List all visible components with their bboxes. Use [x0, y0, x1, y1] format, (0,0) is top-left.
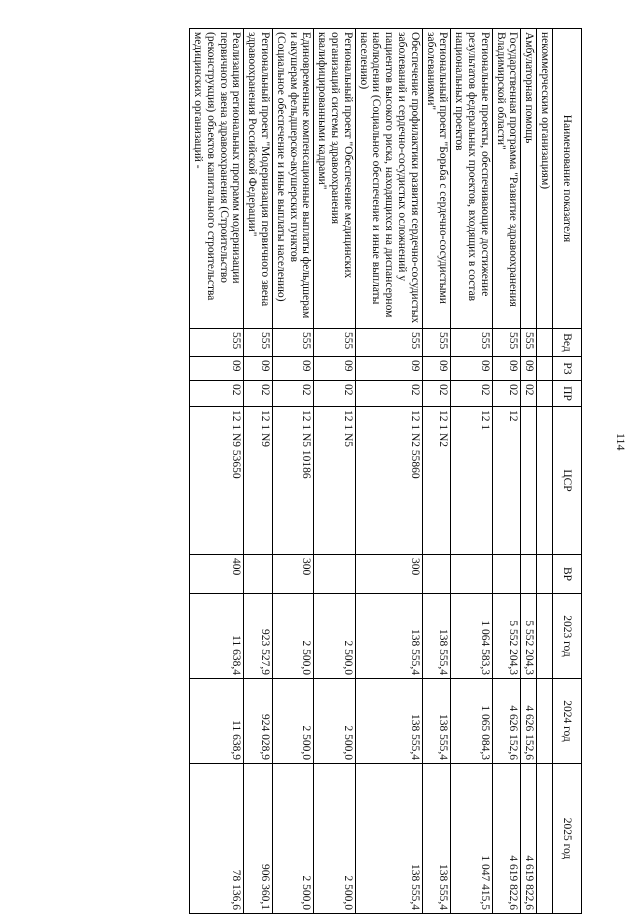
cell-rz: 09	[521, 357, 537, 381]
cell-name: Амбулаторная помощь	[521, 29, 537, 329]
cell-2024: 2 500,0	[314, 679, 355, 764]
cell-vr: 300	[273, 555, 314, 594]
table-header-row	[553, 29, 582, 914]
cell-2025: 4 619 822,6	[521, 764, 537, 914]
cell-2023: 5 552 204,3	[521, 594, 537, 679]
cell-rz: 09	[273, 357, 314, 381]
cell-csr: 12 1 N2 55860	[355, 407, 422, 555]
cell-2025: 138 555,4	[422, 764, 451, 914]
cell-2023	[537, 594, 553, 679]
cell-rz: 09	[492, 357, 521, 381]
cell-vr	[521, 555, 537, 594]
cell-ved: 555	[273, 329, 314, 357]
cell-vr	[537, 555, 553, 594]
cell-ved: 555	[190, 329, 244, 357]
rotated-table-container	[42, 28, 582, 913]
cell-2023: 923 527,9	[244, 594, 273, 679]
cell-ved: 555	[451, 329, 492, 357]
cell-ved	[537, 329, 553, 357]
cell-2025	[537, 764, 553, 914]
cell-csr: 12	[492, 407, 521, 555]
cell-2025: 1 047 415,5	[451, 764, 492, 914]
cell-csr	[521, 407, 537, 555]
cell-2024: 4 626 152,6	[492, 679, 521, 764]
cell-ved: 555	[422, 329, 451, 357]
cell-name: Единовременные компенсационные выплаты фельдшерам и акушерам фельдшерско-акушерских пунктов (Социальное обеспечение и иные выплаты населению)	[273, 29, 314, 329]
cell-2023: 11 638,4	[190, 594, 244, 679]
header-ved: Вед	[553, 329, 582, 357]
cell-2023: 2 500,0	[314, 594, 355, 679]
cell-2024	[537, 679, 553, 764]
cell-2024: 138 555,4	[422, 679, 451, 764]
cell-2024: 1 065 084,3	[451, 679, 492, 764]
cell-vr	[314, 555, 355, 594]
cell-2023: 138 555,4	[422, 594, 451, 679]
cell-vr	[422, 555, 451, 594]
header-2024: 2024 год	[553, 679, 582, 764]
cell-csr: 12 1 N2	[422, 407, 451, 555]
cell-2023: 2 500,0	[273, 594, 314, 679]
cell-pr: 02	[355, 381, 422, 407]
table-row	[244, 29, 273, 914]
table-body	[190, 29, 553, 914]
cell-2024: 138 555,4	[355, 679, 422, 764]
cell-csr	[537, 407, 553, 555]
cell-pr: 02	[521, 381, 537, 407]
header-2023: 2023 год	[553, 594, 582, 679]
header-rz: РЗ	[553, 357, 582, 381]
cell-name: Обеспечение профилактики развития сердечно-сосудистых заболеваний и сердечно-сосудистых осложнений у пациентов высокого риска, находящихся на диспансерном наблюдении (Социальное обеспечение и иные выплаты населению)	[355, 29, 422, 329]
cell-csr: 12 1 N5 10186	[273, 407, 314, 555]
table-row	[537, 29, 553, 914]
cell-rz: 09	[355, 357, 422, 381]
header-2025: 2025 год	[553, 764, 582, 914]
table-row	[355, 29, 422, 914]
cell-2023: 5 552 204,3	[492, 594, 521, 679]
table-row	[422, 29, 451, 914]
cell-vr	[451, 555, 492, 594]
cell-rz: 09	[422, 357, 451, 381]
cell-ved: 555	[244, 329, 273, 357]
cell-csr: 12 1	[451, 407, 492, 555]
cell-2025: 138 555,4	[355, 764, 422, 914]
table-row	[451, 29, 492, 914]
cell-csr: 12 1 N9 53650	[190, 407, 244, 555]
cell-pr: 02	[492, 381, 521, 407]
cell-2024: 924 028,9	[244, 679, 273, 764]
cell-ved: 555	[314, 329, 355, 357]
cell-2025: 78 136,6	[190, 764, 244, 914]
cell-2025: 2 500,0	[314, 764, 355, 914]
cell-pr: 02	[314, 381, 355, 407]
cell-pr: 02	[190, 381, 244, 407]
header-pr: ПР	[553, 381, 582, 407]
cell-2024: 11 638,9	[190, 679, 244, 764]
cell-pr: 02	[451, 381, 492, 407]
cell-2025: 2 500,0	[273, 764, 314, 914]
table-row	[521, 29, 537, 914]
cell-pr: 02	[244, 381, 273, 407]
cell-name: некоммерческим организациям)	[537, 29, 553, 329]
cell-2025: 906 360,1	[244, 764, 273, 914]
cell-name: Региональный проект "Борьба с сердечно-сосудистыми заболеваниями"	[422, 29, 451, 329]
cell-ved: 555	[521, 329, 537, 357]
cell-vr: 400	[190, 555, 244, 594]
cell-rz: 09	[451, 357, 492, 381]
cell-vr	[492, 555, 521, 594]
cell-2023: 1 064 583,3	[451, 594, 492, 679]
cell-ved: 555	[355, 329, 422, 357]
cell-vr: 300	[355, 555, 422, 594]
cell-pr: 02	[422, 381, 451, 407]
cell-name: Государственная программа "Развитие здравоохранения Владимирской области"	[492, 29, 521, 329]
table-row	[190, 29, 244, 914]
cell-2024: 4 626 152,6	[521, 679, 537, 764]
cell-name: Региональные проекты, обеспечивающие достижение результатов федеральных проектов, входящих в состав национальных проектов	[451, 29, 492, 329]
cell-csr: 12 1 N9	[244, 407, 273, 555]
cell-rz: 09	[244, 357, 273, 381]
cell-2023: 138 555,4	[355, 594, 422, 679]
cell-ved: 555	[492, 329, 521, 357]
table-row	[273, 29, 314, 914]
cell-rz: 09	[190, 357, 244, 381]
cell-rz: 09	[314, 357, 355, 381]
table-row	[314, 29, 355, 914]
cell-vr	[244, 555, 273, 594]
cell-2025: 4 619 822,6	[492, 764, 521, 914]
cell-name: Региональный проект "Модернизация первичного звена здравоохранения Российской Федерации"	[244, 29, 273, 329]
cell-rz	[537, 357, 553, 381]
budget-table	[189, 28, 582, 914]
cell-2024: 2 500,0	[273, 679, 314, 764]
table-row	[492, 29, 521, 914]
cell-name: Региональный проект "Обеспечение медицинских организаций системы здравоохранения квалифицированными кадрами"	[314, 29, 355, 329]
cell-name: Реализация региональных программ модернизации первичного звена здравоохранения (Строительство (реконструкция) объектов капитального строительства медицинских организаций -	[190, 29, 244, 329]
page-number: 114	[614, 433, 628, 451]
header-vr: ВР	[553, 555, 582, 594]
header-csr: ЦСР	[553, 407, 582, 555]
cell-csr: 12 1 N5	[314, 407, 355, 555]
cell-pr	[537, 381, 553, 407]
cell-pr: 02	[273, 381, 314, 407]
header-name: Наименование показателя	[553, 29, 582, 329]
